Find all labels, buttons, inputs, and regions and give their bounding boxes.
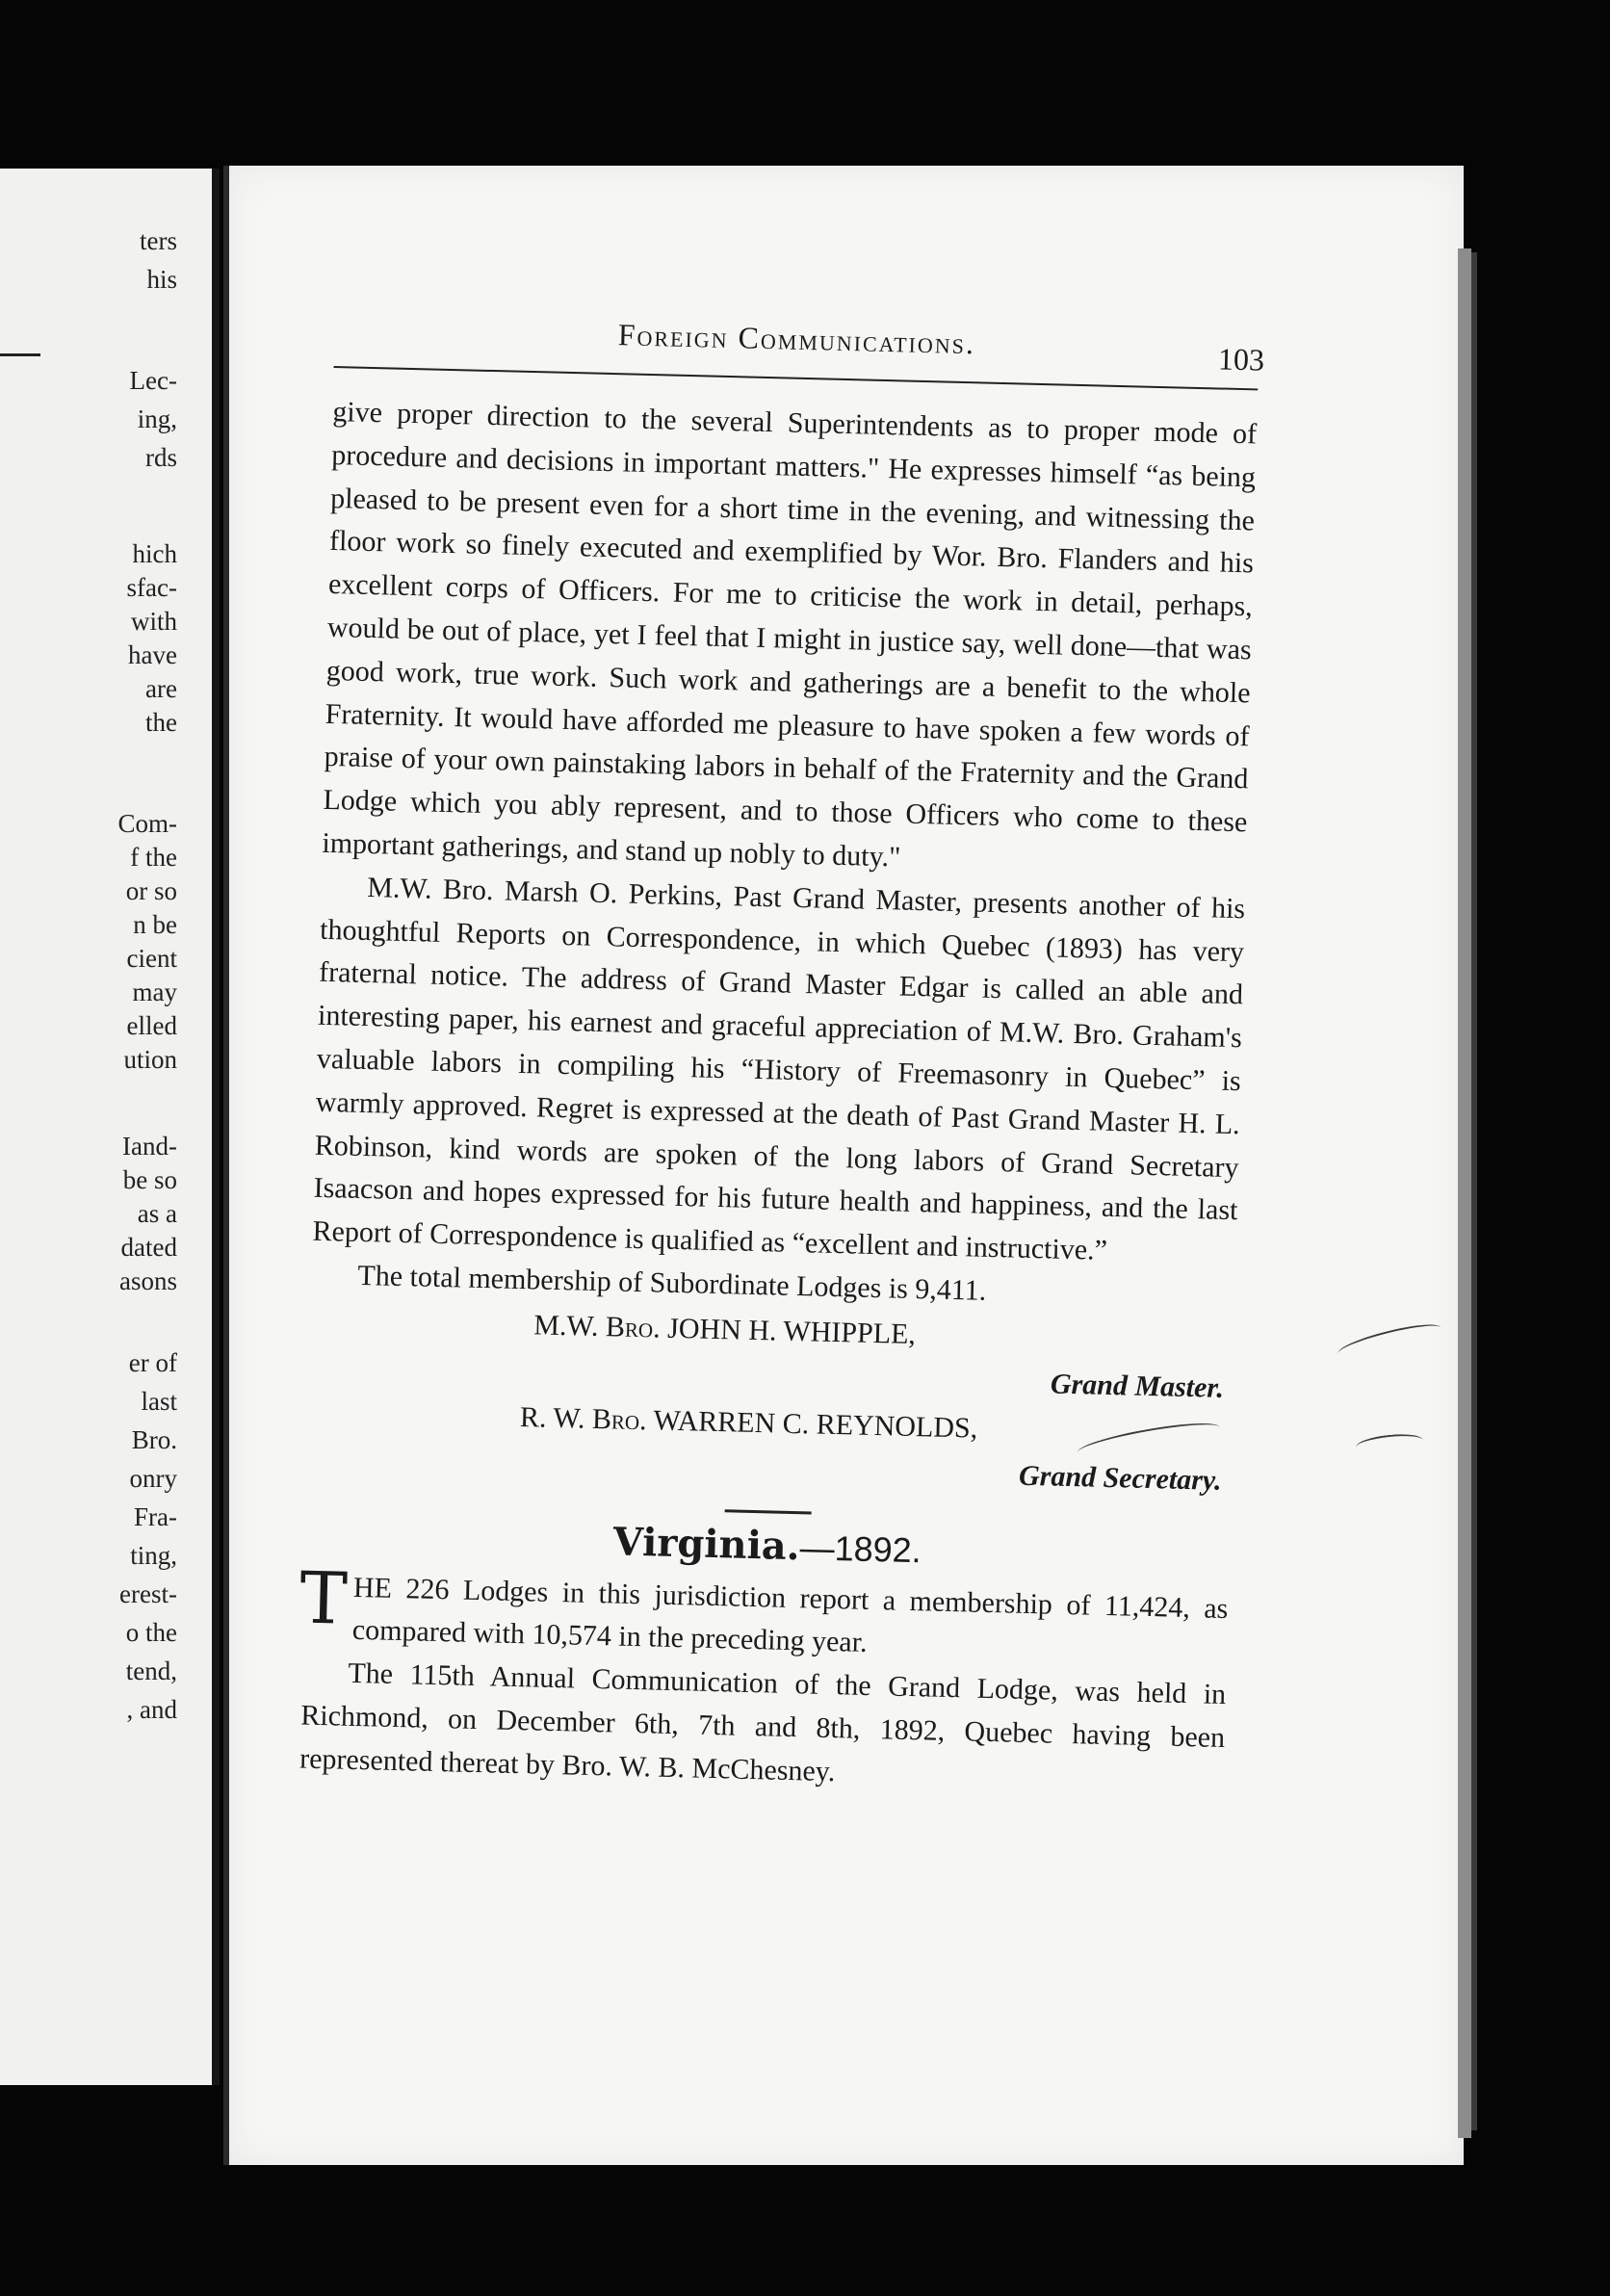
signature-name: WARREN C. REYNOLDS, [653, 1404, 978, 1445]
facing-page-line: sfac- [126, 573, 177, 602]
facing-page-line: tend, [125, 1657, 177, 1685]
facing-page-line: , and [126, 1695, 177, 1724]
facing-page-line: Iand- [122, 1132, 177, 1161]
signature-title: Grand Secretary. [1018, 1459, 1222, 1497]
facing-page-line: n be [133, 910, 177, 939]
section-state: Virginia. [612, 1519, 801, 1569]
facing-page-fragment [0, 169, 220, 2085]
paragraph-virginia-communication: The 115th Annual Communication of the Grand Lodge, was held in Richmond, on December 6th, 7th and 8th, 1892, Quebec having been represented thereat by Bro. W. B. McChesney. [299, 1657, 1227, 1787]
facing-page-line: er of [128, 1348, 177, 1377]
page-number: 103 [1217, 341, 1265, 378]
pencil-mark [1336, 1318, 1443, 1363]
facing-page-line: erest- [119, 1579, 177, 1608]
page-edge-shadow [1471, 252, 1477, 2130]
facing-page-line: Bro. [131, 1425, 177, 1454]
body-text [299, 391, 1258, 1804]
paragraph-virginia-lodges-text: HE 226 Lodges in this jurisdiction report a membership of 11,424, as compared with 10,574 in the preceding year. [351, 1571, 1229, 1659]
section-divider [725, 1509, 812, 1514]
facing-page-line: be so [122, 1165, 177, 1194]
facing-page-line: last [141, 1387, 177, 1416]
facing-page-line: hich [132, 539, 177, 568]
facing-page-line: rds [145, 443, 177, 472]
header-rule [334, 366, 1259, 390]
paragraph-membership-total: The total membership of Subordinate Lodges is 9,411. [357, 1259, 987, 1307]
section-year: —1892. [799, 1526, 922, 1570]
facing-page-line: elled [126, 1011, 177, 1040]
facing-page-line: onry [129, 1464, 177, 1493]
facing-page-line: f the [130, 843, 177, 872]
facing-page-line: his [146, 265, 177, 294]
book-page [223, 166, 1464, 2165]
page-edge [1458, 248, 1471, 2138]
signature-prefix: R. W. Bro. [519, 1400, 648, 1436]
paragraph-quote-continuation: give proper direction to the several Superintendents as to proper mode of procedure and decisions in important matters." He expresses himself “as being pleased to be present even for a short time in the evening, and witnessing the floor work so finely executed and exemplified by Wor. Bro. Flanders and his excellent corps of Officers. For me to criticise the work in detail, perhaps, would be out of place, yet I feel that I might in justice say, well done—that was good work, true work. Such work and gatherings are a benefit to the whole Fraternity. It would have afforded me pleasure to have spoken a few words of praise of your own painstaking labors in behalf of the Fraternity and the Grand Lodge which you ably represent, and to those Officers who come to these important gatherings, and stand up nobly to duty." [322, 395, 1258, 874]
facing-page-line: ution [123, 1045, 177, 1074]
facing-page-line: asons [119, 1266, 177, 1295]
facing-page-line: are [145, 674, 177, 703]
facing-page-line: cient [126, 944, 177, 973]
facing-page-line: the [145, 708, 177, 737]
facing-page-rule [0, 353, 40, 356]
facing-page-line: as a [137, 1199, 177, 1228]
facing-page-line: ting, [130, 1541, 177, 1570]
facing-page-line: have [128, 640, 177, 669]
facing-page-line: may [132, 978, 177, 1006]
facing-page-line: dated [120, 1233, 177, 1262]
drop-cap: T [299, 1556, 349, 1641]
page-content [299, 310, 1265, 1804]
facing-page-line: Lec- [129, 366, 177, 395]
facing-page-line: ters [140, 226, 177, 255]
facing-page-line: with [130, 607, 177, 636]
paragraph-perkins-report: M.W. Bro. Marsh O. Perkins, Past Grand Master, presents another of his thoughtful Reports on Correspondence, in which Quebec (1893) has very fraternal notice. The address of Grand Master Edgar is called an able and interesting paper, his earnest and graceful appreciation of M.W. Bro. Graham's valuable labors in compiling his “History of Freemasonry in Quebec” is warmly approved. Regret is expressed at the death of Past Grand Master H. L. Robinson, kind words are spoken of the long labors of Grand Secretary Isaacson and hopes expressed for his future health and happiness, and the last Report of Correspondence is qualified as “excellent and instructive.” [312, 871, 1246, 1267]
facing-page-line: Fra- [134, 1502, 177, 1531]
signature-name: JOHN H. WHIPPLE, [666, 1312, 917, 1350]
facing-page-line: ing, [137, 404, 177, 433]
signature-block [306, 1296, 1234, 1503]
facing-page-line: or so [125, 876, 177, 905]
signature-prefix: M.W. Bro. [532, 1309, 662, 1344]
facing-page-line: o the [125, 1618, 177, 1647]
signature-title: Grand Master. [1050, 1368, 1225, 1404]
facing-page-line: Com- [117, 809, 177, 838]
running-head [334, 310, 1265, 388]
pencil-mark [1355, 1431, 1423, 1455]
running-head-title: Foreign Communications. [617, 317, 976, 361]
